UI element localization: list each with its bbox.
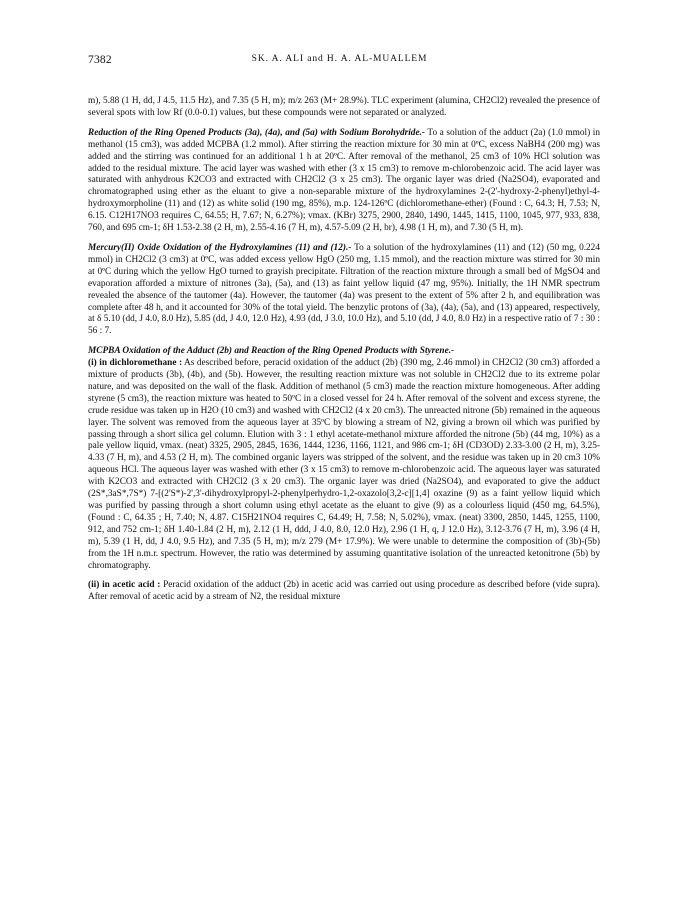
subsection-label: (ii) in acetic acid :: [88, 580, 161, 591]
running-head: SK. A. ALI and H. A. AL-MUALLEM: [251, 54, 428, 64]
paragraph: [88, 358, 600, 572]
page-header: [88, 54, 591, 70]
paragraph-text: m), 5.88 (1 H, dd, J 4.5, 11.5 Hz), and 7.35 (5 H, m); m/z 263 (M+ 28.9%). TLC experiment (alumina, CH2Cl2) revealed the presence of several spots with low Rf (0.0-0.1) values, but these compounds were not separated or analyzed.: [88, 96, 600, 118]
subsection-label: (i) in dichloromethane :: [88, 358, 183, 369]
paragraph: [88, 128, 600, 235]
section-heading: MCPBA Oxidation of the Adduct (2b) and Reaction of the Ring Opened Products with Styrene.-: [88, 346, 455, 357]
paragraph-text: As described before, peracid oxidation of the adduct (2b) (390 mg, 2.46 mmol) in CH2Cl2 (30 cm3) afforded a mixture of products (3b), (4b), and (5b). However, the resulting reaction mixture was not soluble in CH2Cl2 due to its extreme polar nature, and was deposited on the wall of the flask. Addition of methanol (5 cm3) made the reaction mixture homogeneous. After adding styrene (5 cm3), the reaction mixture was heated to 50ºC in a closed vessel for 24 h. After removal of the solvent and excess styrene, the crude residue was taken up in H2O (10 cm3) and washed with CH2Cl2 (4 x 20 cm3). The unreacted nitrone (5b) remained in the aqueous layer. The solvent was removed from the aqueous layer at 35ºC by blowing a stream of N2, giving a brown oil which was purified by passing through a short silica gel column. Elution with 3 : 1 ethyl acetate-methanol mixture afforded the nitrone (5b) (44 mg, 10%) as a pale yellow liquid, vmax. (neat) 3325, 2905, 2845, 1636, 1444, 1236, 1166, 1121, and 986 cm-1; δH (CD3OD) 2.33-3.00 (2 H, m), 3.25-4.33 (7 H, m), and 4.53 (2 H, m). The combined organic layers was stripped of the solvent, and the residue was taken up in 20 cm3 10% aqueous HCl. The aqueous layer was washed with ether (3 x 15 cm3) to remove m-chlorobenzoic acid. The aqueous layer was saturated with K2CO3 and extracted with CH2Cl2 (3 x 20 cm3). The organic layer was dried (Na2SO4), and evaporated to give the adduct (2S*,3aS*,7S*) 7-[(2'S*)-2',3'-dihydroxylpropyl-2-phenylperhydro-1,2-oxazolo[3,2-c][1,4] oxazine (9) as a faint yellow liquid which was purified by passing through a short column using ethyl acetate as the eluant to give (9) as a colourless liquid (450 mg, 64.5%), (Found : C, 64.35 ; H, 7.40; N, 4.87. C15H21NO4 requires C, 64.49; H, 7.58; N, 5.02%), vmax. (neat) 3300, 2850, 1445, 1255, 1100, 912, and 752 cm-1; δH 1.40-1.84 (2 H, m), 2.12 (1 H, ddd, J 4.0, 8.0, 12.0 Hz), 2.96 (1 H, q, J 12.0 Hz), 3.12-3.76 (7 H, m), 3.96 (4 H, m), 5.39 (1 H, dd, J 4.0, 9.5 Hz), and 7.35 (5 H, m); m/z 279 (M+ 17.9%). We were unable to determine the composition of (3b)-(5b) from the 1H n.m.r. spectrum. However, the ratio was determined by assuming quantitative isolation of the unreacted ketonitrone (5b) by chromatography.: [88, 358, 600, 571]
article-body: [88, 96, 600, 612]
paragraph: [88, 96, 600, 120]
page-number: 7382: [88, 54, 112, 66]
section-heading: Reduction of the Ring Opened Products (3a), (4a), and (5a) with Sodium Borohydride.-: [88, 127, 425, 138]
paragraph-text: To a solution of the hydroxylamines (11) and (12) (50 mg, 0.224 mmol) in CH2Cl2 (3 cm3) at 0ºC, was added excess yellow HgO (250 mg, 1.15 mmol), and the reaction mixture was stirred for 30 min at 0ºC during which the yellow HgO turned to grayish precipitate. Filtration of the reaction mixture through a small bed of MgSO4 and evaporation afforded a mixture of nitrones (3a), (5a), and (13) as faint yellow liquid (47 mg, 95%). Initially, the 1H NMR spectrum revealed the absence of the tautomer (4a). However, the tautomer (4a) was present to the extent of 5% after 2 h, and equilibration was complete after 48 h, and it accounted for 30% of the total yield. The benzylic protons of (3a), (4a), (5a), and (13) appeared, respectively, at δ 5.10 (dd, J 4.0, 8.0 Hz), 5.85 (dd, J 4.0, 12.0 Hz), 4.93 (dd, J 3.0, 10.0 Hz), and 5.10 (dd, J 4.0, 8.0 Hz) in a respective ratio of 7 : 30 : 56 : 7.: [88, 242, 600, 337]
paragraph: [88, 243, 600, 338]
paragraph: [88, 580, 600, 604]
paragraph-text: To a solution of the adduct (2a) (1.0 mmol) in methanol (15 cm3), was added MCPBA (1.2 mmol). After stirring the reaction mixture for 30 min at 0ºC, excess NaBH4 (200 mg) was added and the stirring was continued for an additional 1 h at 20ºC. After removal of the methanol, 25 cm3 of 10% HCl solution was added to the residual mixture. The acid layer was washed with ether (3 x 15 cm3) to remove m-chlorobenzoic acid. The acid layer was saturated with anhydrous K2CO3 and extracted with CH2Cl2 (3 x 25 cm3). The organic layer was dried (Na2SO4), evaporated and chromatographed using ether as the eluant to give a non-separable mixture of the hydroxylamines 2-(2'-hydroxy-2-phenyl)ethyl-4-hydroxymorpholine (11) and (12) as white solid (190 mg, 85%), m.p. 124-126ºC (dichloromethane-ether) (Found : C, 64.3; H, 7.53; N, 6.15. C12H17NO3 requires C, 64.55; H, 7.67; N, 6.27%); vmax. (KBr) 3275, 2900, 2840, 1490, 1445, 1415, 1100, 1045, 977, 933, 838, 760, and 695 cm-1; δH 1.53-2.38 (2 H, m), 2.55-4.16 (7 H, m), 4.57-5.09 (2 H, br), 4.98 (1 H, m), and 7.30 (5 H, m).: [88, 127, 600, 234]
section-heading: Mercury(II) Oxide Oxidation of the Hydroxylamines (11) and (12).-: [88, 242, 352, 253]
paragraph-text: Peracid oxidation of the adduct (2b) in acetic acid was carried out using procedure as described before (vide supra). After removal of acetic acid by a stream of N2, the residual mixture: [88, 580, 600, 603]
